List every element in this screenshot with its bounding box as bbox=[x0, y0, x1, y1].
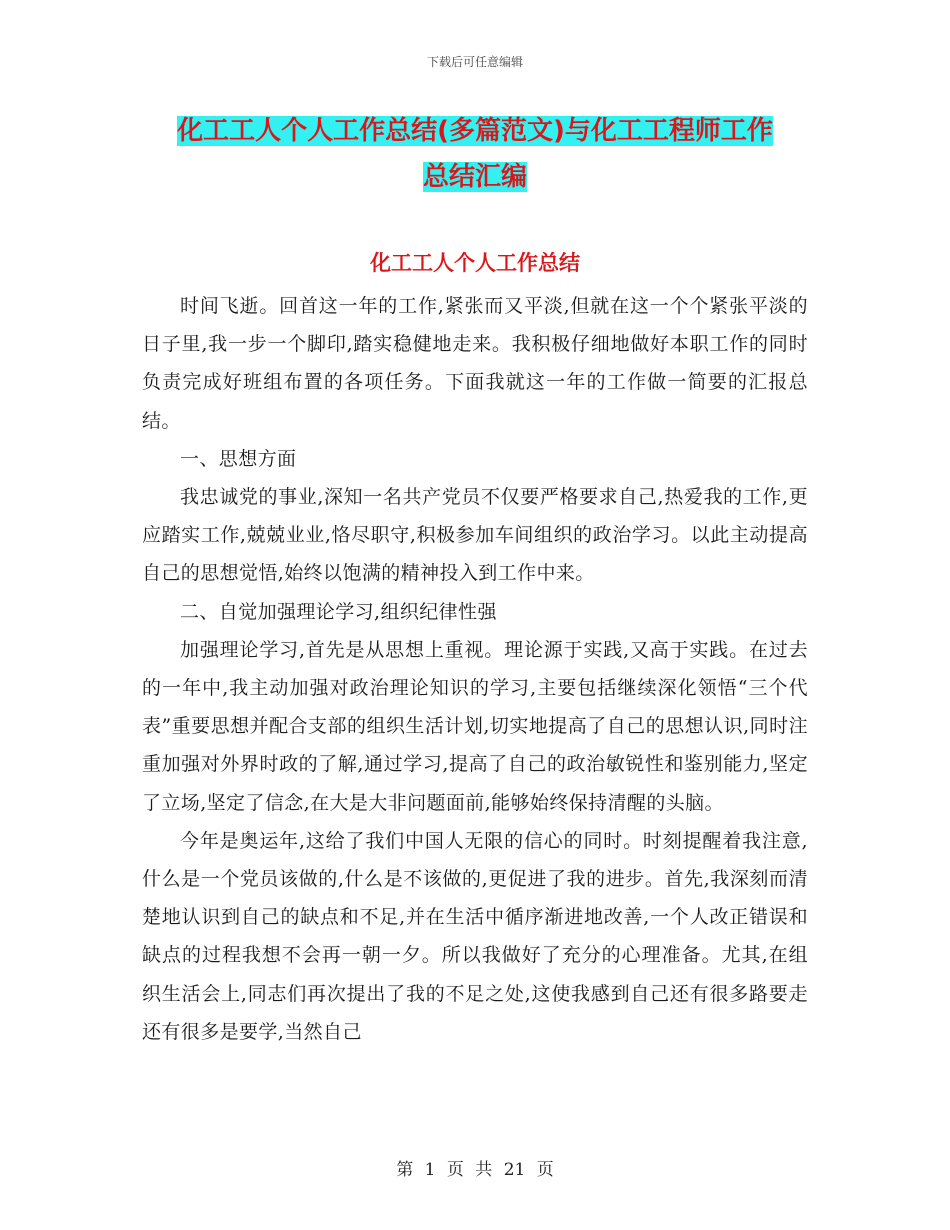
paragraph-thought: 我忠诚党的事业,深知一名共产党员不仅要严格要求自己,热爱我的工作,更应踏实工作,兢兢业业,恪尽职守,积极参加车间组织的政治学习。以此主动提高自己的思想觉悟,始终以饱满的精神投入到工作中来。 bbox=[142, 486, 808, 585]
page-header-note: 下载后可任意编辑 bbox=[426, 55, 523, 69]
heading-thought: 一、思想方面 bbox=[180, 447, 297, 470]
section-title: 化工工人个人工作总结 bbox=[370, 251, 580, 275]
page-number: 第 1 页 共 21 页 bbox=[396, 1160, 554, 1180]
paragraph-intro: 时间飞逝。回首这一年的工作,紧张而又平淡,但就在这一个个紧张平淡的日子里,我一步一个脚印,踏实稳健地走来。我积极仔细地做好本职工作的同时负责完成好班组布置的各项任务。下面我就这一年的工作做一简要的汇报总结。 bbox=[142, 295, 808, 432]
paragraph-olympic-year: 今年是奥运年,这给了我们中国人无限的信心的同时。时刻提醒着我注意,什么是一个党员该做的,什么是不该做的,更促进了我的进步。首先,我深刻而清楚地认识到自己的缺点和不足,并在生活中循序渐进地改善,一个人改正错误和缺点的过程我想不会再一朝一夕。所以我做好了充分的心理准备。尤其,在组织生活会上,同志们再次提出了我的不足之处,这使我感到自己还有很多路要走还有很多是要学,当然自己 bbox=[142, 829, 808, 1043]
document-title bbox=[100, 108, 850, 200]
heading-theory-study: 二、自觉加强理论学习,组织纪律性强 bbox=[180, 600, 497, 623]
document-body bbox=[142, 287, 808, 1051]
paragraph-theory-study: 加强理论学习,首先是从思想上重视。理论源于实践,又高于实践。在过去的一年中,我主动加强对政治理论知识的学习,主要包括继续深化领悟“三个代表”重要思想并配合支部的组织生活计划,切实地提高了自己的思想认识,同时注重加强对外界时政的了解,通过学习,提高了自己的政治敏锐性和鉴别能力,坚定了立场,坚定了信念,在大是大非问题面前,能够始终保持清醒的头脑。 bbox=[142, 638, 808, 814]
document-title-line-2: 总结汇编 bbox=[422, 162, 527, 192]
document-title-line-1: 化工工人个人工作总结(多篇范文)与化工工程师工作 bbox=[177, 116, 773, 146]
